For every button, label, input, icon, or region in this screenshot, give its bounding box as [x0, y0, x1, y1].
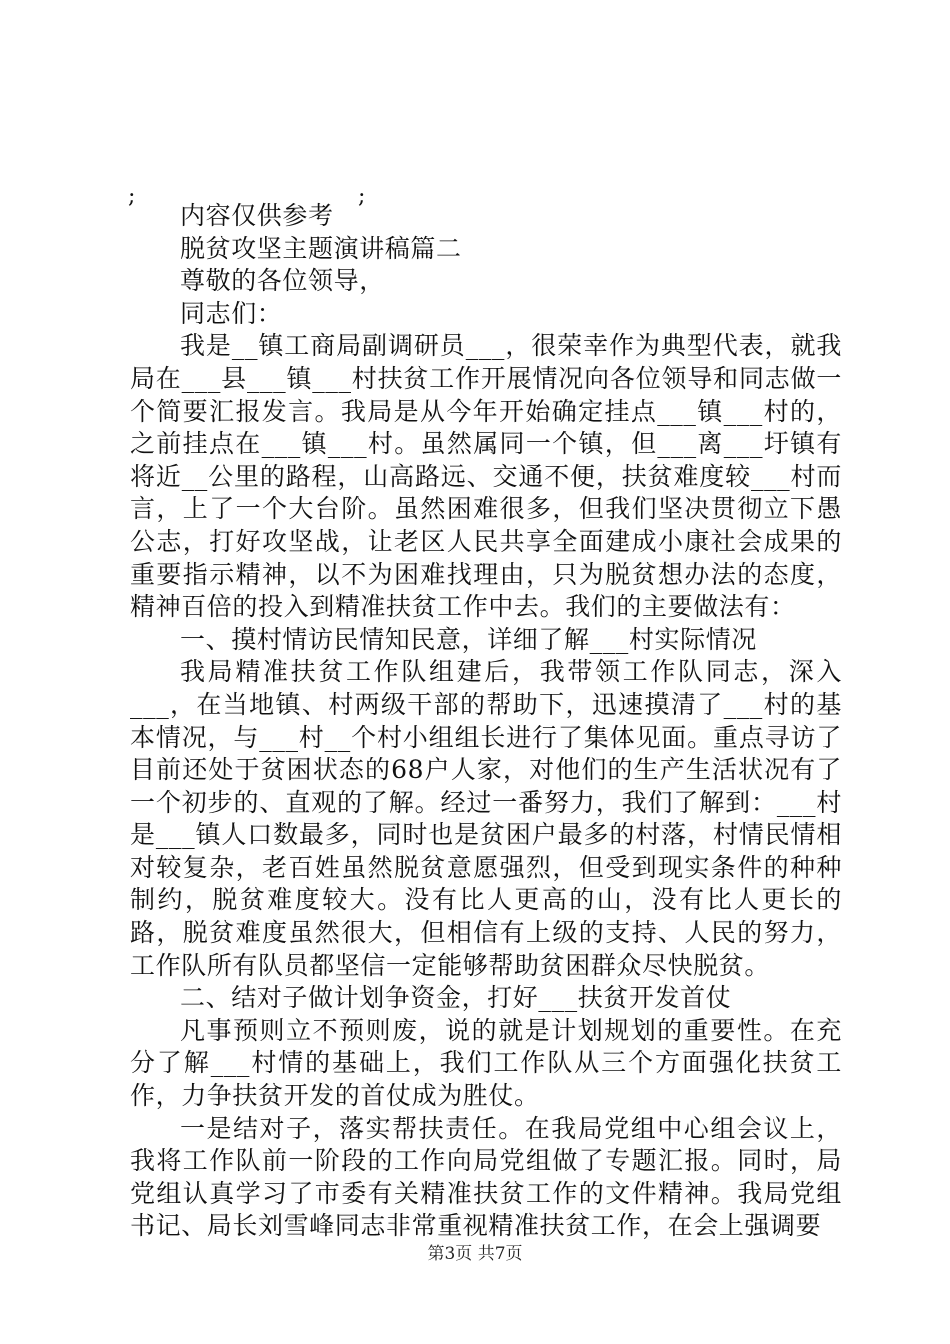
body-paragraph: 我是__镇工商局副调研员___，很荣幸作为典型代表，就我局在___县___镇___村扶贫工作开展情况向各位领导和同志做一个简要汇报发言。我局是从今年开始确定挂点___镇___村的，之前挂点在___镇___村。虽然属同一个镇，但___离___圩镇有将近__公里的路程，山高路远、交通不便，扶贫难度较___村而言，上了一个大台阶。虽然困难很多，但我们坚决贯彻立下愚公志，打好攻坚战，让老区人民共享全面建成小康社会成果的重要指示精神，以不为困难找理由，只为脱贫想办法的态度，精神百倍的投入到精准扶贫工作中去。我们的主要做法有：	[130, 331, 842, 622]
salutation-leaders: 尊敬的各位领导，	[180, 266, 385, 296]
semicolon-marker-right: ;	[358, 184, 366, 209]
page-footer: 第3页 共7页	[427, 1244, 523, 1264]
body-paragraph: 一是结对子，落实帮扶责任。在我局党组中心组会议上，我将工作队前一阶段的工作向局党组做了专题汇报。同时，局党组认真学习了市委有关精准扶贫工作的文件精神。我局党组书记、局长刘雪峰同志非常重视精准扶贫工作，在会上强调要	[130, 1113, 842, 1241]
salutation-comrades: 同志们：	[180, 298, 283, 328]
semicolon-marker-left: ;	[128, 184, 136, 209]
reference-note: 内容仅供参考	[180, 201, 334, 230]
body-paragraph: 我局精准扶贫工作队组建后，我带领工作队同志，深入___，在当地镇、村两级干部的帮助下，迅速摸清了___村的基本情况，与___村__个村小组组长进行了集体见面。重点寻访了目前还处于贫困状态的68户人家，对他们的生产生活状况有了一个初步的、直观的了解。经过一番努力，我们了解到：___村是___镇人口数最多，同时也是贫困户最多的村落，村情民情相对较复杂，老百姓虽然脱贫意愿强烈，但受到现实条件的种种制约，脱贫难度较大。没有比人更高的山，没有比人更长的路，脱贫难度虽然很大，但相信有上级的支持、人民的努力，工作队所有队员都坚信一定能够帮助贫困群众尽快脱贫。	[130, 657, 842, 980]
document-title: 脱贫攻坚主题演讲稿篇二	[180, 233, 462, 263]
section-heading: 一、摸村情访民情知民意，详细了解___村实际情况	[180, 624, 757, 654]
document-body	[130, 200, 842, 1243]
body-paragraph: 凡事预则立不预则废，说的就是计划规划的重要性。在充分了解___村情的基础上，我们工作队从三个方面强化扶贫工作，力争扶贫开发的首仗成为胜仗。	[130, 1015, 842, 1111]
section-heading: 二、结对子做计划争资金，打好___扶贫开发首仗	[180, 983, 732, 1013]
